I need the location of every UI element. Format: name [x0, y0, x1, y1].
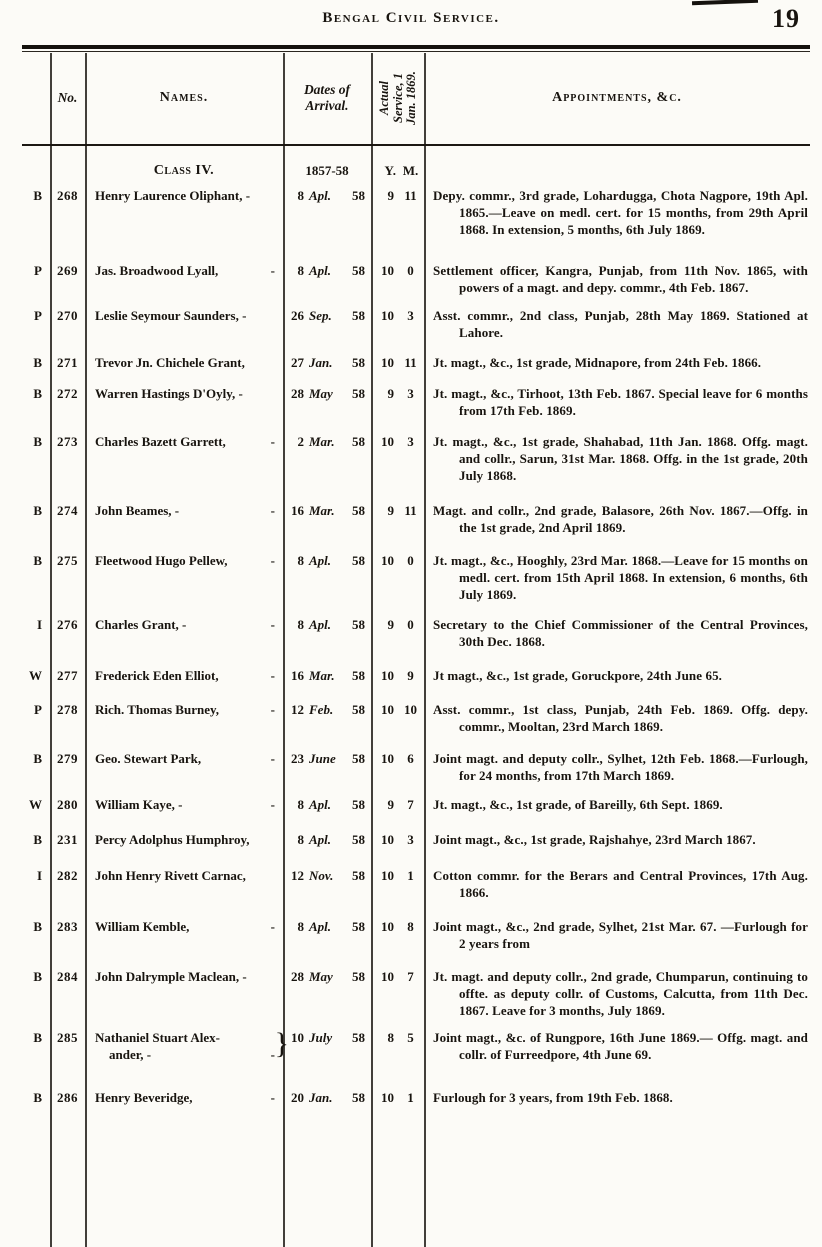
service-months: 7 [407, 797, 414, 812]
arrival-year: 58 [352, 617, 365, 632]
civil-service-table [22, 45, 810, 1247]
service-years: 10 [381, 751, 394, 766]
table-row [22, 502, 810, 536]
appointment-text: Secretary to the Chief Commissioner of the Central Provinces, 30th Dec. 1868. [433, 617, 808, 649]
officer-name-text: Fleetwood Hugo Pellew, [95, 553, 228, 568]
arrival-year: 58 [352, 386, 365, 401]
service-years: 10 [381, 1090, 394, 1105]
service-months: 3 [407, 386, 414, 401]
table-row [22, 1089, 810, 1106]
arrival-day: 10 [291, 1030, 304, 1045]
presidency-letter: B [33, 832, 42, 847]
presidency-letter: P [34, 702, 42, 717]
arrival-month: Apl. [309, 553, 332, 568]
arrival-month: Apl. [309, 832, 332, 847]
column-header-dates: Dates of Arrival. [303, 82, 351, 113]
table-row [22, 667, 810, 684]
service-months: 11 [404, 188, 417, 203]
officer-name-text: Jas. Broadwood Lyall, [95, 263, 219, 278]
presidency-letter: B [33, 1030, 42, 1045]
arrival-year: 58 [352, 553, 365, 568]
appointment-text: Depy. commr., 3rd grade, Lohardugga, Chota Nagpore, 19th Apl. 1865.—Leave on medl. cert. for 15 months, from 29th April 1868. In extension, 5 months, 6th July 1869. [433, 188, 808, 237]
arrival-day: 12 [291, 868, 304, 883]
service-months: 6 [407, 751, 414, 766]
service-months: 3 [407, 308, 414, 323]
officer-name-text: Henry Beveridge, [95, 1090, 193, 1105]
serial-number: 271 [57, 355, 78, 370]
officer-name [85, 701, 283, 718]
service-years: 9 [387, 617, 394, 632]
name-dash: - [270, 553, 275, 568]
table-row [22, 968, 810, 1019]
service-years: 10 [381, 355, 394, 370]
presidency-letter: B [33, 919, 42, 934]
appointment-text: Asst. commr., 1st class, Punjab, 24th Feb. 1869. Offg. depy. commr., Mooltan, 23rd March 1869. [433, 702, 808, 734]
officer-name [85, 968, 283, 985]
officer-name-text: Henry Laurence Oliphant, - [95, 188, 251, 203]
officer-name-text: Percy Adolphus Humphroy, [95, 832, 250, 847]
arrival-year: 58 [352, 1030, 365, 1045]
name-dash: - [270, 434, 275, 449]
presidency-letter: B [33, 434, 42, 449]
officer-name-text: William Kemble, [95, 919, 190, 934]
service-months: 9 [407, 668, 414, 683]
serial-number: 272 [57, 386, 78, 401]
service-years: 10 [381, 868, 394, 883]
service-years: 10 [381, 919, 394, 934]
officer-name-text: John Beames, - [95, 503, 180, 518]
officer-name-text: Geo. Stewart Park, [95, 751, 202, 766]
presidency-letter: B [33, 386, 42, 401]
arrival-year: 58 [352, 919, 365, 934]
page-title: Bengal Civil Service. [322, 10, 500, 26]
officer-name [85, 831, 283, 848]
column-divider [85, 53, 87, 1247]
name-dash: - [270, 617, 275, 632]
arrival-date [283, 385, 371, 402]
officer-name-text: Frederick Eden Elliot, [95, 668, 219, 683]
officer-name [85, 750, 283, 767]
arrival-month: Feb. [309, 702, 334, 717]
arrival-day: 20 [291, 1090, 304, 1105]
arrival-day: 12 [291, 702, 304, 717]
table-row [22, 262, 810, 296]
arrival-month: June [309, 751, 336, 766]
officer-name-text: John Henry Rivett Carnac, [95, 868, 246, 883]
appointment-text: Settlement officer, Kangra, Punjab, from 11th Nov. 1865, with powers of a magt. and depy. commr., 4th Feb. 1867. [433, 263, 808, 295]
serial-number: 275 [57, 553, 78, 568]
arrival-date [283, 701, 371, 718]
table-row [22, 616, 810, 650]
officer-name [85, 1089, 283, 1106]
serial-number: 277 [57, 668, 78, 683]
service-years: 10 [381, 969, 394, 984]
officer-name-text: ander, - [109, 1047, 152, 1062]
appointment-text: Jt. magt., &c., Hooghly, 23rd Mar. 1868.—Leave for 15 months on medl. cert. from 15th April 1868. In extension, 6 months, 6th July 1869. [433, 553, 808, 602]
table-body [22, 146, 810, 1106]
table-row [22, 701, 810, 735]
service-months: 10 [404, 702, 417, 717]
serial-number: 278 [57, 702, 78, 717]
arrival-month: Apl. [309, 263, 332, 278]
name-dash: - [270, 1047, 275, 1062]
arrival-date [283, 796, 371, 813]
presidency-letter: P [34, 308, 42, 323]
presidency-letter: B [33, 188, 42, 203]
officer-name [85, 385, 283, 402]
officer-name [85, 796, 283, 813]
presidency-letter: B [33, 1090, 42, 1105]
arrival-day: 16 [291, 668, 304, 683]
arrival-month: May [309, 386, 333, 401]
appointment-text: Jt magt., &c., 1st grade, Goruckpore, 24th June 65. [433, 668, 723, 683]
serial-number: 279 [57, 751, 78, 766]
service-years: 10 [381, 668, 394, 683]
arrival-day: 8 [297, 832, 304, 847]
name-dash: - [270, 668, 275, 683]
arrival-year: 58 [352, 355, 365, 370]
serial-number: 274 [57, 503, 78, 518]
arrival-day: 23 [291, 751, 304, 766]
service-unit-years: Y. [384, 163, 396, 178]
arrival-date [283, 616, 371, 633]
appointment-text: Jt. magt. and deputy collr., 2nd grade, Chumparun, continuing to offte. as deputy collr. of Customs, Calcutta, from 11th Dec. 1867. Leave for 3 months, July 1869. [433, 969, 808, 1018]
arrival-day: 28 [291, 386, 304, 401]
column-header-actual-service [371, 52, 424, 144]
arrival-month: Jan. [309, 1090, 333, 1105]
officer-name-text: John Dalrymple Maclean, - [95, 969, 247, 984]
table-row [22, 831, 810, 848]
presidency-letter: B [33, 553, 42, 568]
arrival-year: 58 [352, 308, 365, 323]
arrival-year: 58 [352, 188, 365, 203]
arrival-day: 26 [291, 308, 304, 323]
serial-number: 285 [57, 1030, 78, 1045]
arrival-month: Apl. [309, 797, 332, 812]
appointment-text: Jt. magt., &c., 1st grade, Shahabad, 11th Jan. 1868. Offg. magt. and collr., Sarun, 31st Mar. 1868. Offg. in the 1st grade, 20th July 1868. [433, 434, 808, 483]
arrival-day: 8 [297, 919, 304, 934]
table-row [22, 354, 810, 371]
name-dash: - [270, 263, 275, 278]
service-months: 8 [407, 919, 414, 934]
table-row [22, 385, 810, 419]
arrival-day: 8 [297, 553, 304, 568]
appointment-text: Joint magt. and deputy collr., Sylhet, 12th Feb. 1868.—Furlough, for 24 months, from 17th March 1869. [433, 751, 808, 783]
name-dash: - [270, 797, 275, 812]
presidency-letter: I [36, 617, 42, 632]
serial-number: 286 [57, 1090, 78, 1105]
officer-name [85, 667, 283, 684]
service-months: 3 [407, 832, 414, 847]
officer-name [85, 616, 283, 633]
arrival-year: 58 [352, 702, 365, 717]
presidency-letter: B [33, 969, 42, 984]
arrival-date [283, 552, 371, 569]
officer-name [85, 354, 283, 371]
officer-name-text: Nathaniel Stuart Alex- [95, 1030, 220, 1045]
arrival-month: July [309, 1030, 333, 1045]
arrival-day: 8 [297, 617, 304, 632]
officer-name [85, 918, 283, 935]
officer-name-text: Rich. Thomas Burney, [95, 702, 220, 717]
presidency-letter: B [33, 751, 42, 766]
serial-number: 276 [57, 617, 78, 632]
arrival-year: 58 [352, 969, 365, 984]
arrival-day: 8 [297, 263, 304, 278]
arrival-date [283, 918, 371, 935]
officer-name [85, 1027, 289, 1063]
service-unit-months: M. [402, 163, 419, 178]
table-header-row [22, 52, 810, 144]
appointment-text: Jt. magt., &c., Tirhoot, 13th Feb. 1867. Special leave for 6 months from 17th Feb. 1869. [433, 386, 808, 418]
arrival-day: 28 [291, 969, 304, 984]
serial-number: 282 [57, 868, 78, 883]
officer-name-text: Trevor Jn. Chichele Grant, [95, 355, 245, 370]
serial-number: 284 [57, 969, 78, 984]
officer-name [85, 433, 283, 450]
arrival-day: 8 [297, 797, 304, 812]
session-years: 1857-58 [305, 163, 349, 178]
presidency-letter: P [34, 263, 42, 278]
name-dash: - [270, 503, 275, 518]
table-row [22, 187, 810, 238]
arrival-date [283, 867, 371, 884]
service-months: 11 [404, 503, 417, 518]
arrival-month: May [309, 969, 333, 984]
table-row [22, 307, 810, 341]
appointment-text: Joint magt., &c., 1st grade, Rajshahye, 23rd March 1867. [433, 832, 756, 847]
arrival-month: Sep. [309, 308, 332, 323]
table-row [22, 796, 810, 813]
arrival-date [283, 968, 371, 985]
arrival-date [283, 262, 371, 279]
officer-name-text: Charles Bazett Garrett, [95, 434, 226, 449]
officer-name-text: Charles Grant, - [95, 617, 187, 632]
arrival-date [283, 502, 371, 519]
officer-name [85, 502, 283, 519]
service-months: 1 [407, 1090, 414, 1105]
arrival-month: Mar. [309, 503, 335, 518]
name-dash: - [270, 919, 275, 934]
service-years: 9 [387, 188, 394, 203]
service-years: 9 [387, 797, 394, 812]
service-years: 9 [387, 386, 394, 401]
presidency-letter: W [29, 668, 42, 683]
appointment-text: Joint magt., &c. of Rungpore, 16th June 1869.— Offg. magt. and collr. of Furreedpore, 4th June 69. [433, 1030, 808, 1062]
officer-name [85, 552, 283, 569]
appointment-text: Jt. magt., &c., 1st grade, of Bareilly, 6th Sept. 1869. [433, 797, 723, 812]
serial-number: 283 [57, 919, 78, 934]
officer-name [85, 262, 283, 279]
arrival-year: 58 [352, 751, 365, 766]
appointment-text: Joint magt., &c., 2nd grade, Sylhet, 21st Mar. 67. —Furlough for 2 years from [433, 919, 808, 951]
arrival-date [283, 1029, 371, 1046]
officer-name-text: Leslie Seymour Saunders, - [95, 308, 247, 323]
service-months: 0 [407, 263, 414, 278]
arrival-month: Apl. [309, 188, 332, 203]
table-row [22, 433, 810, 484]
service-years: 10 [381, 702, 394, 717]
arrival-date [283, 1089, 371, 1106]
service-months: 0 [407, 553, 414, 568]
arrival-month: Apl. [309, 617, 332, 632]
name-brace: } [274, 1027, 289, 1060]
arrival-day: 2 [297, 434, 304, 449]
arrival-year: 58 [352, 434, 365, 449]
appointment-text: Cotton commr. for the Berars and Central Provinces, 17th Aug. 1866. [433, 868, 808, 900]
table-row [22, 552, 810, 603]
service-years: 10 [381, 832, 394, 847]
column-divider [424, 53, 426, 1247]
service-months: 7 [407, 969, 414, 984]
arrival-day: 27 [291, 355, 304, 370]
arrival-month: Nov. [309, 868, 334, 883]
rotated-header-text: Actual Service, 1 Jan. 1869. [376, 71, 418, 125]
officer-name-text: William Kaye, - [95, 797, 183, 812]
service-years: 10 [381, 553, 394, 568]
arrival-date [283, 750, 371, 767]
presidency-letter: I [36, 868, 42, 883]
presidency-letter: W [29, 797, 42, 812]
class-title: Class IV. [153, 163, 215, 178]
serial-number: 268 [57, 188, 78, 203]
arrival-day: 16 [291, 503, 304, 518]
arrival-date [283, 307, 371, 324]
service-months: 5 [407, 1030, 414, 1045]
column-divider [283, 53, 285, 1247]
arrival-date [283, 187, 371, 204]
arrival-month: Mar. [309, 434, 335, 449]
service-years: 9 [387, 503, 394, 518]
appointment-text: Jt. magt., &c., 1st grade, Midnapore, from 24th Feb. 1866. [433, 355, 762, 370]
service-months: 11 [404, 355, 417, 370]
service-years: 10 [381, 434, 394, 449]
service-months: 3 [407, 434, 414, 449]
name-dash: - [270, 1090, 275, 1105]
appointment-text: Asst. commr., 2nd class, Punjab, 28th May 1869. Stationed at Lahore. [433, 308, 808, 340]
officer-name-text: Warren Hastings D'Oyly, - [95, 386, 243, 401]
arrival-year: 58 [352, 832, 365, 847]
presidency-letter: B [33, 355, 42, 370]
officer-name [85, 187, 283, 204]
table-row [22, 750, 810, 784]
arrival-date [283, 831, 371, 848]
serial-number: 270 [57, 308, 78, 323]
arrival-year: 58 [352, 503, 365, 518]
page-number: 19 [772, 4, 800, 33]
name-dash: - [270, 751, 275, 766]
officer-name [85, 307, 283, 324]
service-years: 8 [387, 1030, 394, 1045]
arrival-day: 8 [297, 188, 304, 203]
arrival-month: Apl. [309, 919, 332, 934]
serial-number: 231 [57, 832, 78, 847]
service-months: 1 [407, 868, 414, 883]
service-years: 10 [381, 263, 394, 278]
table-row [22, 867, 810, 901]
column-divider [371, 53, 373, 1247]
arrival-year: 58 [352, 868, 365, 883]
service-months: 0 [407, 617, 414, 632]
arrival-year: 58 [352, 668, 365, 683]
column-header-names: Names. [159, 90, 209, 105]
table-row [22, 918, 810, 952]
arrival-month: Mar. [309, 668, 335, 683]
arrival-year: 58 [352, 263, 365, 278]
serial-number: 273 [57, 434, 78, 449]
officer-name [85, 867, 283, 884]
class-section-header [22, 162, 810, 179]
serial-number: 280 [57, 797, 78, 812]
appointment-text: Magt. and collr., 2nd grade, Balasore, 26th Nov. 1867.—Offg. in the 1st grade, 2nd April 1869. [433, 503, 808, 535]
arrival-date [283, 667, 371, 684]
arrival-year: 58 [352, 797, 365, 812]
scan-artifact-mark [692, 0, 758, 5]
arrival-date [283, 354, 371, 371]
name-dash: - [270, 702, 275, 717]
table-row [22, 1029, 810, 1063]
presidency-letter: B [33, 503, 42, 518]
arrival-month: Jan. [309, 355, 333, 370]
arrival-date [283, 433, 371, 450]
column-divider [50, 53, 52, 1247]
column-header-appointments: Appointments, &c. [552, 90, 682, 105]
appointment-text: Furlough for 3 years, from 19th Feb. 1868. [433, 1090, 673, 1105]
serial-number: 269 [57, 263, 78, 278]
service-years: 10 [381, 308, 394, 323]
arrival-year: 58 [352, 1090, 365, 1105]
column-header-no: No. [57, 90, 78, 105]
